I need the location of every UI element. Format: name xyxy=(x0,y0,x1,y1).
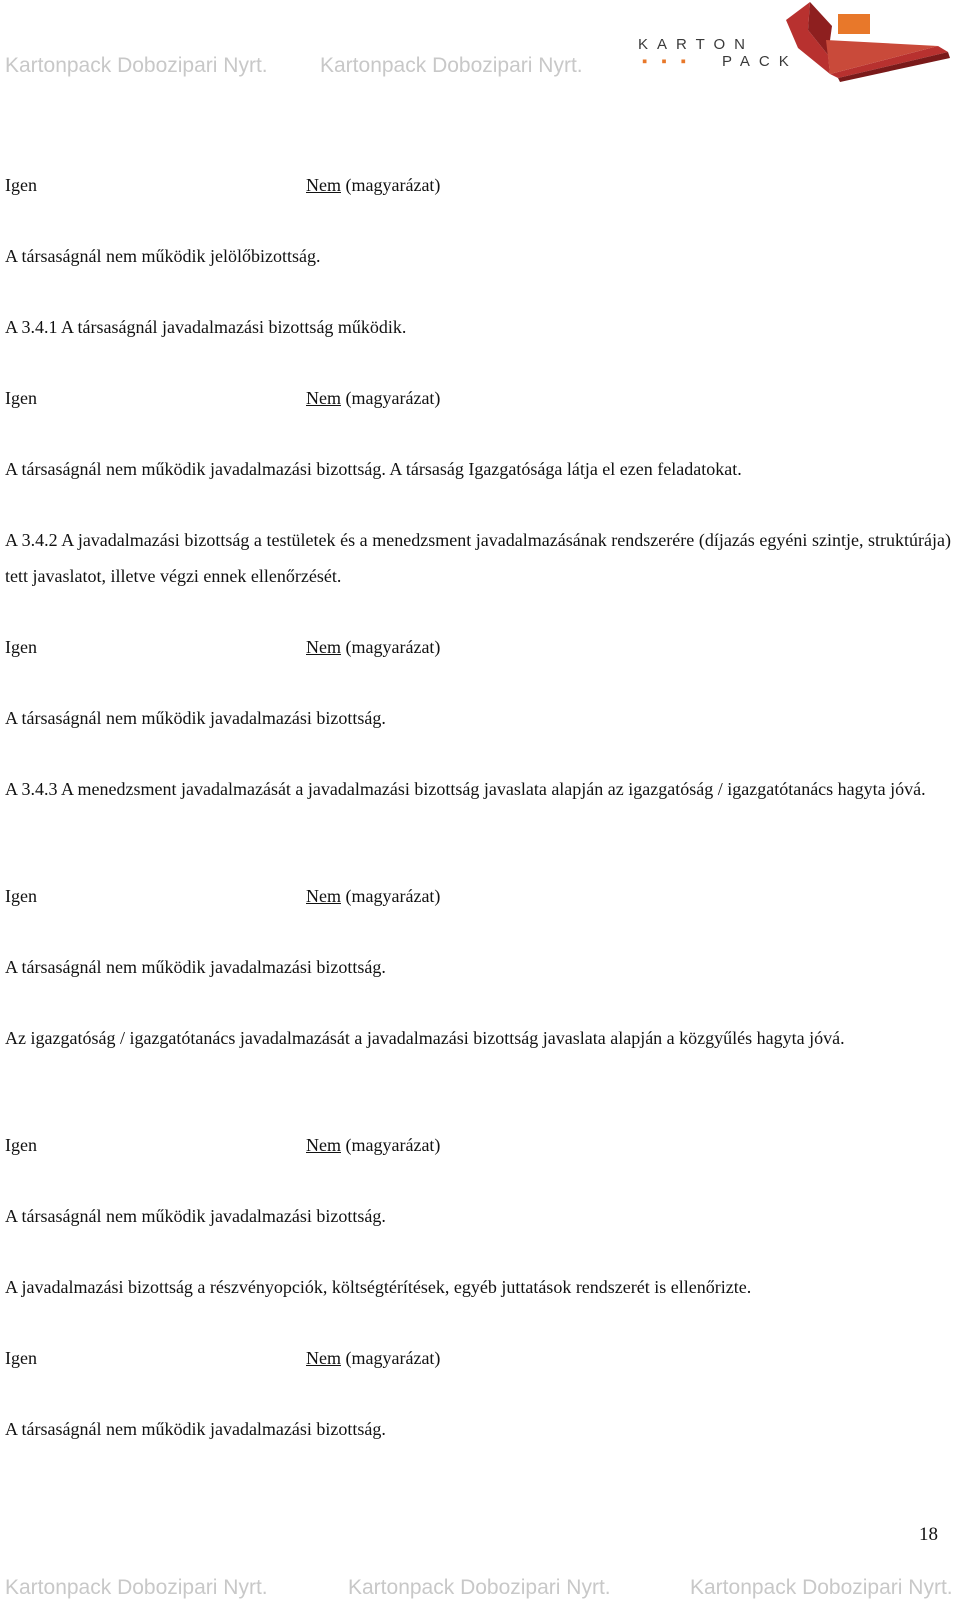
logo-dots: ▪▪▪ xyxy=(642,53,700,70)
kartonpack-logo xyxy=(638,0,960,82)
recommendation-text: Az igazgatóság / igazgatótanács javadalmazását a javadalmazási bizottság javaslata alapján a közgyűlés hagyta jóvá. xyxy=(5,1028,845,1048)
recommendation-number: A 3.4.2 xyxy=(5,530,58,550)
no-explanation: (magyarázat) xyxy=(345,1348,441,1368)
yes-option: Igen xyxy=(5,1348,37,1368)
no-explanation: (magyarázat) xyxy=(345,637,441,657)
response-row xyxy=(5,878,951,914)
recommendation-text: A javadalmazási bizottság a részvényopciók, költségtérítések, egyéb juttatások rendszerét is ellenőrizte. xyxy=(5,1277,752,1297)
recommendation-3-4-3 xyxy=(5,771,951,807)
explanation-text: A társaságnál nem működik javadalmazási bizottság. xyxy=(5,1419,386,1439)
header-watermark: Kartonpack Dobozipari Nyrt. xyxy=(320,54,583,77)
logo-text-pack: PACK xyxy=(722,53,798,70)
header-watermark: Kartonpack Dobozipari Nyrt. xyxy=(5,54,268,77)
yes-option: Igen xyxy=(5,388,37,408)
recommendation-number: A 3.4.1 xyxy=(5,317,58,337)
recommendation-text: A társaságnál javadalmazási bizottság működik. xyxy=(61,317,407,337)
response-row xyxy=(5,629,951,665)
no-explanation: (magyarázat) xyxy=(345,1135,441,1155)
logo-text-karton: KARTON xyxy=(638,36,754,53)
explanation-text: A társaságnál nem működik javadalmazási bizottság. xyxy=(5,957,386,977)
response-row xyxy=(5,1127,951,1163)
footer-watermark: Kartonpack Dobozipari Nyrt. xyxy=(5,1576,268,1599)
response-row xyxy=(5,380,951,416)
no-label: Nem xyxy=(306,1348,341,1368)
no-option xyxy=(306,1340,440,1376)
response-row xyxy=(5,1340,951,1376)
recommendation-text: A javadalmazási bizottság a testületek és a menedzsment javadalmazásának rendszerére (díjazás egyéni szintje, struktúrája) tett javaslatot, illetve végzi ennek ellenőrzését. xyxy=(5,530,952,586)
no-label: Nem xyxy=(306,1135,341,1155)
no-label: Nem xyxy=(306,388,341,408)
explanation-text: A társaságnál nem működik javadalmazási bizottság. xyxy=(5,1206,386,1226)
page-number: 18 xyxy=(919,1524,938,1545)
no-option xyxy=(306,380,440,416)
recommendation-3-4-1 xyxy=(5,309,951,345)
response-row xyxy=(5,167,951,203)
explanation-text: A társaságnál nem működik javadalmazási bizottság. A társaság Igazgatósága látja el ezen feladatokat. xyxy=(5,459,742,479)
no-label: Nem xyxy=(306,886,341,906)
no-option xyxy=(306,629,440,665)
footer-watermark: Kartonpack Dobozipari Nyrt. xyxy=(690,1576,953,1599)
yes-option: Igen xyxy=(5,637,37,657)
recommendation-text: A menedzsment javadalmazását a javadalmazási bizottság javaslata alapján az igazgatóság / igazgatótanács hagyta jóvá. xyxy=(61,779,926,799)
no-label: Nem xyxy=(306,175,341,195)
no-explanation: (magyarázat) xyxy=(345,175,441,195)
no-explanation: (magyarázat) xyxy=(345,388,441,408)
footer-watermark: Kartonpack Dobozipari Nyrt. xyxy=(348,1576,611,1599)
no-option xyxy=(306,167,440,203)
no-label: Nem xyxy=(306,637,341,657)
yes-option: Igen xyxy=(5,886,37,906)
yes-option: Igen xyxy=(5,1135,37,1155)
no-explanation: (magyarázat) xyxy=(345,886,441,906)
recommendation-number: A 3.4.3 xyxy=(5,779,58,799)
no-option xyxy=(306,878,440,914)
recommendation-3-4-2 xyxy=(5,522,951,594)
no-option xyxy=(306,1127,440,1163)
explanation-text: A társaságnál nem működik javadalmazási bizottság. xyxy=(5,708,386,728)
yes-option: Igen xyxy=(5,175,37,195)
explanation-text: A társaságnál nem működik jelölőbizottság. xyxy=(5,246,321,266)
